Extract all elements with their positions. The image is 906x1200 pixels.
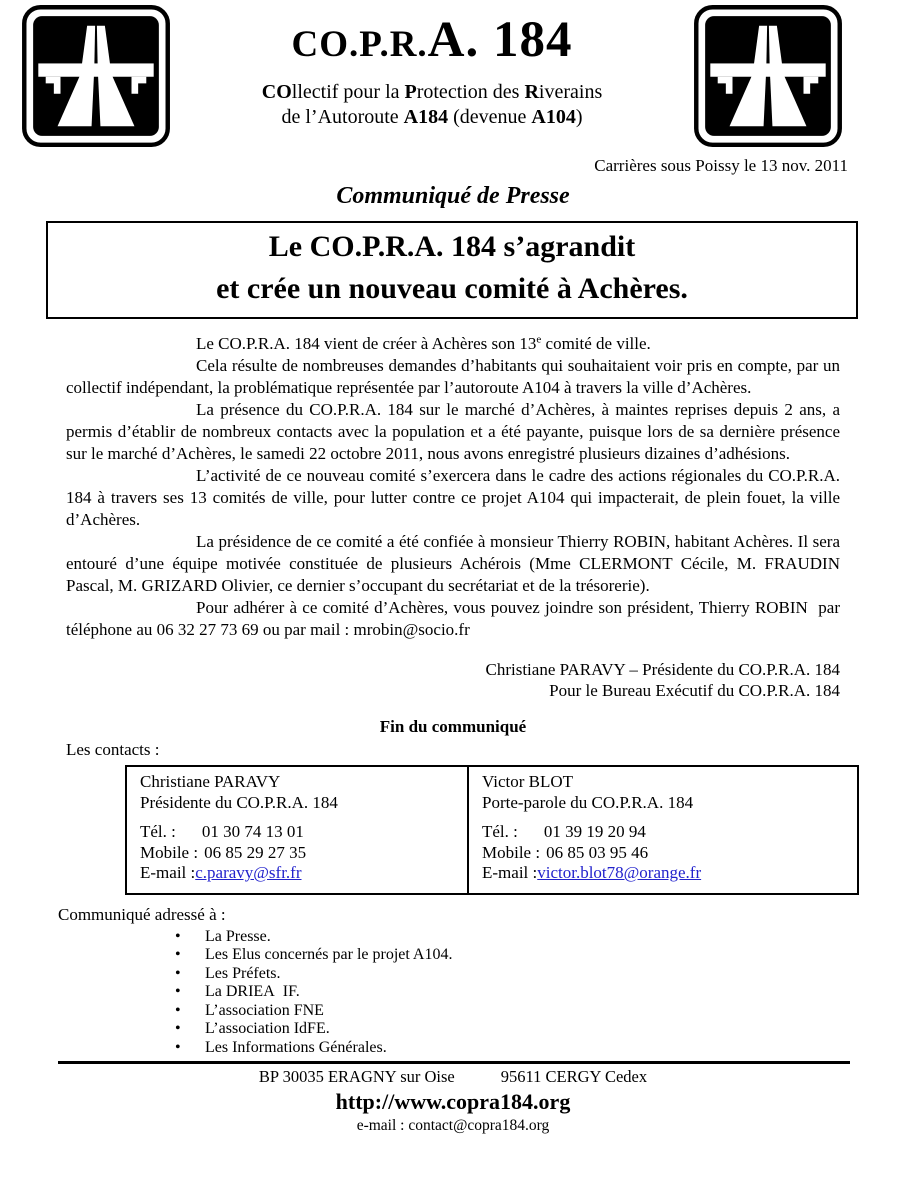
addressee-item: • L’association IdFE. <box>205 1020 906 1039</box>
subtitle-segment: P <box>404 81 417 103</box>
contact-phones <box>140 822 459 884</box>
intro-prefix: Le CO.P.R.A. 184 vient de créer à Achères son 13 <box>196 334 537 353</box>
doc-type-heading: Communiqué de Presse <box>336 183 570 209</box>
footer-divider <box>58 1061 850 1064</box>
addressee-item: • Les Informations Générales. <box>205 1039 906 1058</box>
paragraph: Cela résulte de nombreuses demandes d’habitants qui souhaitaient voir pris en compte, par un collectif indépendant, la problématique représentée par l’autoroute A104 à travers la ville d’Achères. <box>66 356 840 397</box>
contact-role: Présidente du CO.P.R.A. 184 <box>140 792 338 812</box>
contact-name: Victor BLOT <box>482 772 574 791</box>
contact-email <box>482 863 849 884</box>
subtitle-line-1 <box>170 80 694 105</box>
addressees-label: Communiqué adressé à : <box>58 904 226 924</box>
contact-card <box>468 766 858 894</box>
contact-role: Porte-parole du CO.P.R.A. 184 <box>482 792 694 812</box>
addressee-item: • Les Elus concernés par le projet A104. <box>205 946 906 965</box>
contact-phones <box>482 822 849 884</box>
body-paragraphs <box>66 355 840 641</box>
masthead <box>170 5 694 130</box>
contact-tel-label: Tél. : <box>482 822 518 841</box>
intro-superscript: e <box>536 333 542 346</box>
subtitle-segment: CO <box>261 81 292 103</box>
headline-line-2: et crée un nouveau comité à Achères. <box>216 272 688 305</box>
intro-suffix: comité de ville. <box>541 334 651 353</box>
paragraph: La présence du CO.P.R.A. 184 sur le marché d’Achères, à maintes reprises depuis 2 ans, a permis d’établir de nombreux contacts avec la population et a été payante, puisque lors de sa dernière présence sur le marché d’Achères, le samedi 22 octobre 2011, nous avons enregistré plusieurs dizaines d’adhésions. <box>66 400 840 463</box>
contact-email-link[interactable]: victor.blot78@orange.fr <box>537 863 702 882</box>
contact-email <box>140 863 459 884</box>
paragraph: La présidence de ce comité a été confiée à monsieur Thierry ROBIN, habitant Achères. Il sera entouré d’une équipe motivée constituée de plusieurs Achérois (Mme CLERMONT Cécile, M. FRAUDIN Pascal, M. GRIZARD Olivier, ce dernier s’occupant du secrétariat et de la trésorerie). <box>66 532 840 595</box>
subtitle-segment: iverains <box>538 81 603 103</box>
contact-tel-value: 01 30 74 13 01 <box>201 822 304 841</box>
addressee-item: • Les Préfets. <box>205 965 906 984</box>
autoroute-sign-icon <box>22 5 170 147</box>
signature-block <box>66 659 840 701</box>
org-title <box>170 12 694 68</box>
footer-address <box>0 1067 906 1087</box>
paragraph: L’activité de ce nouveau comité s’exercera dans le cadre des actions régionales du CO.P.R.A. 184 à travers ses 13 comités de ville, pour lutter contre ce projet A104 qui impacterait, de plein fouet, la ville d’Achères. <box>66 466 840 529</box>
subtitle-segment: de l’Autoroute <box>281 106 404 128</box>
contact-tel-label: Tél. : <box>140 822 176 841</box>
subtitle-segment: R <box>524 81 539 103</box>
addressees-list <box>0 928 906 1058</box>
contact-mobile <box>482 843 849 864</box>
contact-email-link[interactable]: c.paravy@sfr.fr <box>195 863 302 882</box>
contacts-label: Les contacts : <box>66 740 160 759</box>
contact-mobile <box>140 843 459 864</box>
autoroute-sign-logo-left <box>22 5 170 147</box>
contact-mobile-label: Mobile : <box>482 842 541 862</box>
subtitle-line-2 <box>170 105 694 130</box>
subtitle-segment: ) <box>575 106 583 128</box>
dateline: Carrières sous Poissy le 13 nov. 2011 <box>594 156 848 175</box>
contact-mobile-value: 06 85 29 27 35 <box>204 842 307 862</box>
org-subtitle <box>170 80 694 130</box>
footer-email-label: e-mail : <box>356 1116 405 1134</box>
addressee-item: • L’association FNE <box>205 1002 906 1021</box>
footer-email-line <box>0 1116 906 1135</box>
body-text <box>66 333 840 641</box>
org-title-main: A. 184 <box>427 12 573 68</box>
org-title-prefix: CO.P.R. <box>291 24 428 65</box>
headline-line-1: Le CO.P.R.A. 184 s’agrandit <box>268 230 636 263</box>
contact-card <box>126 766 468 894</box>
contact-tel <box>482 822 849 843</box>
contact-mobile-value: 06 85 03 95 46 <box>546 842 649 862</box>
signature-line-2: Pour le Bureau Exécutif du CO.P.R.A. 184 <box>549 681 840 700</box>
contacts-table <box>125 765 859 895</box>
contact-mobile-label: Mobile : <box>140 842 199 862</box>
subtitle-segment: (devenue <box>448 106 532 128</box>
contact-name: Christiane PARAVY <box>140 772 281 791</box>
intro-paragraph <box>66 333 840 355</box>
contact-email-label: E-mail : <box>482 863 538 882</box>
footer-po-box: BP 30035 ERAGNY sur Oise <box>258 1066 455 1086</box>
headline-box <box>46 221 858 319</box>
subtitle-segment: rotection des <box>416 81 525 103</box>
end-of-release-label: Fin du communiqué <box>379 717 527 736</box>
autoroute-sign-icon <box>694 5 842 147</box>
contact-email-label: E-mail : <box>140 863 196 882</box>
contact-tel-value: 01 39 19 20 94 <box>543 822 646 841</box>
autoroute-sign-logo-right <box>694 5 842 147</box>
signature-line-1: Christiane PARAVY – Présidente du CO.P.R.A. 184 <box>485 660 840 679</box>
footer-website: http://www.copra184.org <box>335 1088 571 1114</box>
subtitle-segment: A104 <box>531 106 576 128</box>
header <box>0 0 906 147</box>
contacts-row <box>126 766 858 894</box>
paragraph: Pour adhérer à ce comité d’Achères, vous pouvez joindre son président, Thierry ROBIN par téléphone au 06 32 27 73 69 ou par mail : mrobin@socio.fr <box>66 598 840 639</box>
addressee-item: • La DRIEA IF. <box>205 983 906 1002</box>
subtitle-segment: llectif pour la <box>291 81 405 103</box>
footer-email-value: contact@copra184.org <box>408 1116 550 1134</box>
addressee-item: • La Presse. <box>205 928 906 947</box>
contact-tel <box>140 822 459 843</box>
subtitle-segment: A184 <box>403 106 449 128</box>
footer-city: 95611 CERGY Cedex <box>500 1066 648 1086</box>
